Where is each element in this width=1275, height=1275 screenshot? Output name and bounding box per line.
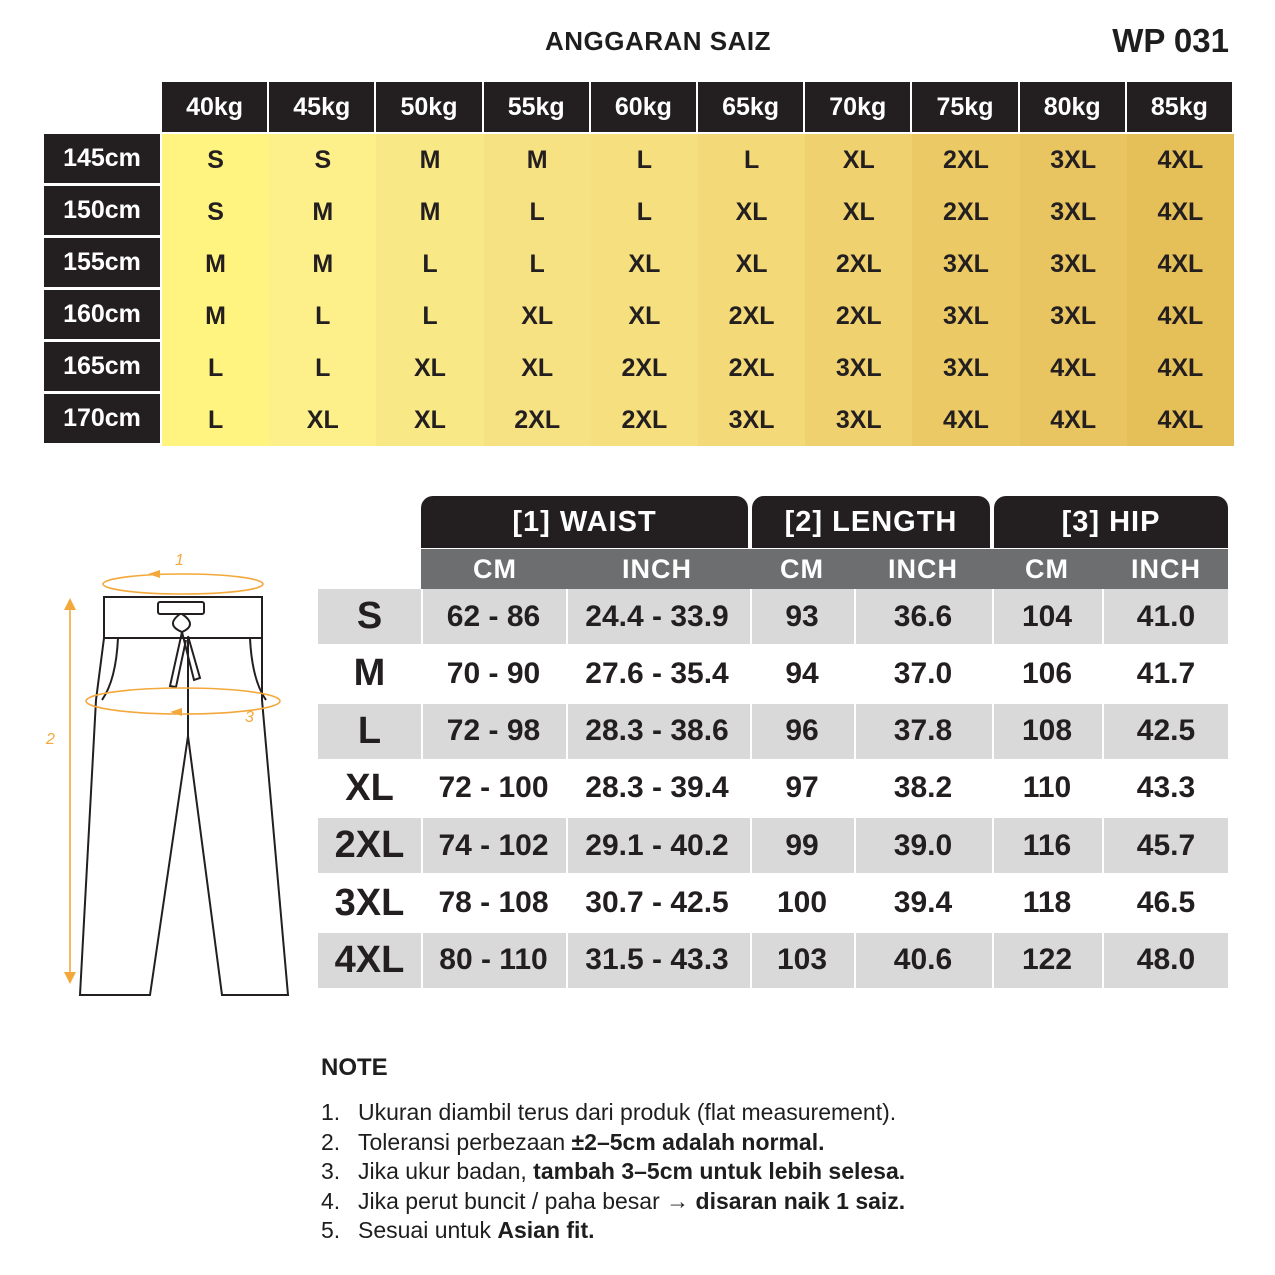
measure-cell: 116 xyxy=(1022,828,1072,862)
size-cell: M xyxy=(162,290,269,342)
size-cell: M xyxy=(484,134,591,186)
size-label: 4XL xyxy=(334,938,405,981)
size-cell: 4XL xyxy=(1127,134,1234,186)
measure-cell: 41.7 xyxy=(1136,656,1196,690)
size-cell: XL xyxy=(376,394,483,446)
weight-header: 85kg xyxy=(1127,82,1232,132)
note-item xyxy=(321,1216,905,1246)
group-head-hip: [3] HIP xyxy=(994,496,1228,548)
size-label: XL xyxy=(345,766,394,809)
measure-cell: 100 xyxy=(776,886,828,919)
measure-cell: 28.3 - 38.6 xyxy=(585,714,729,748)
size-label: L xyxy=(357,709,382,752)
size-cell: 2XL xyxy=(698,342,805,394)
size-cell: XL xyxy=(591,290,698,342)
size-cell: 4XL xyxy=(1127,342,1234,394)
note-number: 4. xyxy=(321,1187,341,1214)
size-cell: XL xyxy=(591,238,698,290)
measure-cell: 31.5 - 43.3 xyxy=(585,943,729,977)
size-label: 2XL xyxy=(334,824,405,867)
column-divider xyxy=(854,589,856,990)
measure-cell: 41.0 xyxy=(1136,599,1196,633)
note-item xyxy=(321,1187,905,1217)
size-cell: 4XL xyxy=(1127,186,1234,238)
size-cell: 3XL xyxy=(912,238,1019,290)
size-cell: S xyxy=(162,134,269,186)
size-cell: 3XL xyxy=(1020,134,1127,186)
note-bold-text: Asian fit. xyxy=(497,1217,595,1243)
column-divider xyxy=(421,589,423,990)
measure-cell: 39.0 xyxy=(893,828,953,862)
measure-cell: 28.3 - 39.4 xyxy=(585,771,729,805)
size-cell: L xyxy=(484,238,591,290)
size-cell: L xyxy=(376,290,483,342)
unit-head-length-inch: INCH xyxy=(856,549,990,589)
group-head-length: [2] LENGTH xyxy=(752,496,990,548)
size-cell: 2XL xyxy=(805,290,912,342)
size-cell: 2XL xyxy=(805,238,912,290)
note-list xyxy=(321,1098,905,1246)
group-head-waist: [1] WAIST xyxy=(421,496,748,548)
weight-header: 80kg xyxy=(1020,82,1125,132)
measure-cell: 80 - 110 xyxy=(439,943,548,977)
measure-cell: 97 xyxy=(785,771,819,805)
measure-cell: 36.6 xyxy=(893,599,953,633)
size-cell: 2XL xyxy=(591,394,698,446)
size-label: M xyxy=(353,652,386,695)
weight-header: 40kg xyxy=(162,82,267,132)
measure-cell: 74 - 102 xyxy=(438,828,549,862)
unit-head-length-cm: CM xyxy=(752,549,852,589)
measure-cell: 46.5 xyxy=(1136,886,1196,919)
size-cell: M xyxy=(269,186,376,238)
size-cell: 4XL xyxy=(1127,290,1234,342)
size-cell: L xyxy=(162,342,269,394)
column-divider xyxy=(1102,589,1104,990)
size-cell: 3XL xyxy=(1020,238,1127,290)
measure-cell: 62 - 86 xyxy=(446,599,541,633)
measure-cell: 30.7 - 42.5 xyxy=(585,886,729,919)
measure-cell: 24.4 - 33.9 xyxy=(585,599,729,633)
measure-cell: 93 xyxy=(785,599,819,633)
measure-cell: 38.2 xyxy=(893,771,953,805)
weight-header: 45kg xyxy=(269,82,374,132)
size-cell: 4XL xyxy=(1020,342,1127,394)
size-cell: L xyxy=(376,238,483,290)
product-code: WP 031 xyxy=(1112,22,1229,59)
size-cell: 3XL xyxy=(912,342,1019,394)
note-bold-text: ±2–5cm adalah normal. xyxy=(571,1128,825,1155)
measure-cell: 106 xyxy=(1021,656,1073,690)
unit-head-waist-cm: CM xyxy=(421,549,569,589)
table-row xyxy=(318,761,1228,816)
page-title: ANGGARAN SAIZ xyxy=(544,26,772,56)
table-row xyxy=(318,876,1228,931)
weight-header: 55kg xyxy=(484,82,589,132)
size-cell: L xyxy=(269,342,376,394)
measure-cell: 94 xyxy=(785,656,819,690)
measure-cell: 37.8 xyxy=(893,714,953,748)
note-number: 5. xyxy=(321,1217,341,1243)
weight-header: 75kg xyxy=(912,82,1017,132)
unit-head-waist-inch: INCH xyxy=(566,549,748,589)
height-label: 155cm xyxy=(44,238,160,287)
measure-cell: 43.3 xyxy=(1136,771,1196,805)
size-label: S xyxy=(356,595,383,637)
size-cell: M xyxy=(376,186,483,238)
table-row xyxy=(318,589,1228,644)
height-label: 150cm xyxy=(44,186,160,235)
unit-head-hip-cm: CM xyxy=(994,549,1100,589)
size-cell: 3XL xyxy=(1020,186,1127,238)
measure-cell: 99 xyxy=(785,828,819,862)
size-label: 3XL xyxy=(334,881,405,924)
table-row xyxy=(318,646,1228,701)
size-cell: XL xyxy=(698,186,805,238)
note-number: 3. xyxy=(321,1158,341,1184)
size-cell: L xyxy=(698,134,805,186)
height-label: 160cm xyxy=(44,290,160,339)
height-label: 170cm xyxy=(44,394,160,443)
diagram-label-1: 1 xyxy=(175,552,184,569)
size-cell: L xyxy=(591,134,698,186)
size-cell: XL xyxy=(269,394,376,446)
weight-header: 60kg xyxy=(591,82,696,132)
column-divider xyxy=(566,589,568,990)
measure-cell: 45.7 xyxy=(1136,828,1196,862)
diagram-label-3: 3 xyxy=(245,709,254,726)
size-cell: XL xyxy=(805,134,912,186)
size-cell: XL xyxy=(484,290,591,342)
size-cell: 3XL xyxy=(912,290,1019,342)
size-cell: 3XL xyxy=(805,394,912,446)
measure-cell: 70 - 90 xyxy=(446,656,541,690)
note-bold-text: tambah 3–5cm untuk lebih selesa. xyxy=(533,1158,906,1184)
note-text: Jika ukur badan, xyxy=(358,1158,534,1184)
measure-cell: 96 xyxy=(785,714,819,748)
measure-cell: 40.6 xyxy=(893,943,953,977)
note-title: NOTE xyxy=(321,1054,388,1081)
note-number: 1. xyxy=(321,1099,341,1125)
size-cell: M xyxy=(162,238,269,290)
note-bold-text: disaran naik 1 saiz. xyxy=(695,1187,906,1214)
table-row xyxy=(318,704,1228,759)
note-text: Toleransi perbezaan xyxy=(358,1128,572,1155)
size-cell: 2XL xyxy=(912,186,1019,238)
size-cell: 2XL xyxy=(912,134,1019,186)
size-cell: L xyxy=(162,394,269,446)
note-item xyxy=(321,1157,905,1187)
note-text: Sesuai untuk xyxy=(358,1217,498,1243)
measure-cell: 78 - 108 xyxy=(438,886,549,919)
size-cell: 2XL xyxy=(484,394,591,446)
measure-cell: 108 xyxy=(1021,714,1073,748)
measure-cell: 118 xyxy=(1022,886,1072,919)
measure-cell: 29.1 - 40.2 xyxy=(585,828,729,862)
measure-cell: 72 - 100 xyxy=(438,771,549,805)
size-cell: 2XL xyxy=(698,290,805,342)
unit-head-hip-inch: INCH xyxy=(1104,549,1228,589)
weight-header: 70kg xyxy=(805,82,910,132)
size-cell: XL xyxy=(805,186,912,238)
measure-cell: 122 xyxy=(1021,943,1073,977)
size-cell: L xyxy=(269,290,376,342)
size-cell: 4XL xyxy=(1127,238,1234,290)
measure-cell: 48.0 xyxy=(1136,943,1196,977)
size-cell: XL xyxy=(698,238,805,290)
size-cell: 3XL xyxy=(805,342,912,394)
height-label: 165cm xyxy=(44,342,160,391)
size-cell: 4XL xyxy=(912,394,1019,446)
height-label: 145cm xyxy=(44,134,160,183)
table-row xyxy=(318,933,1228,988)
size-cell: M xyxy=(376,134,483,186)
size-cell: 2XL xyxy=(591,342,698,394)
measure-cell: 72 - 98 xyxy=(446,714,541,748)
measure-cell: 104 xyxy=(1021,599,1073,633)
size-cell: 4XL xyxy=(1020,394,1127,446)
weight-header: 50kg xyxy=(376,82,481,132)
size-cell: 3XL xyxy=(1020,290,1127,342)
size-cell: S xyxy=(269,134,376,186)
size-cell: L xyxy=(591,186,698,238)
size-cell: M xyxy=(269,238,376,290)
column-divider xyxy=(992,589,994,990)
size-cell: XL xyxy=(484,342,591,394)
diagram-label-2: 2 xyxy=(46,731,55,748)
size-cell: 3XL xyxy=(698,394,805,446)
size-cell: L xyxy=(484,186,591,238)
note-text: Ukuran diambil terus dari produk (flat measurement). xyxy=(358,1099,897,1125)
weight-header: 65kg xyxy=(698,82,803,132)
size-cell: 4XL xyxy=(1127,394,1234,446)
note-item xyxy=(321,1098,905,1128)
measure-cell: 39.4 xyxy=(893,886,953,919)
table-row xyxy=(318,818,1228,873)
pants-diagram xyxy=(30,540,310,1000)
column-divider xyxy=(750,589,752,990)
measure-cell: 42.5 xyxy=(1136,714,1196,748)
measure-cell: 37.0 xyxy=(893,656,953,690)
measure-cell: 103 xyxy=(776,943,828,977)
size-cell: XL xyxy=(376,342,483,394)
measure-cell: 110 xyxy=(1022,771,1072,805)
note-number: 2. xyxy=(321,1128,341,1155)
note-item xyxy=(321,1128,905,1158)
note-text: Jika perut buncit / paha besar → xyxy=(358,1187,696,1214)
size-cell: S xyxy=(162,186,269,238)
measure-cell: 27.6 - 35.4 xyxy=(585,656,729,690)
